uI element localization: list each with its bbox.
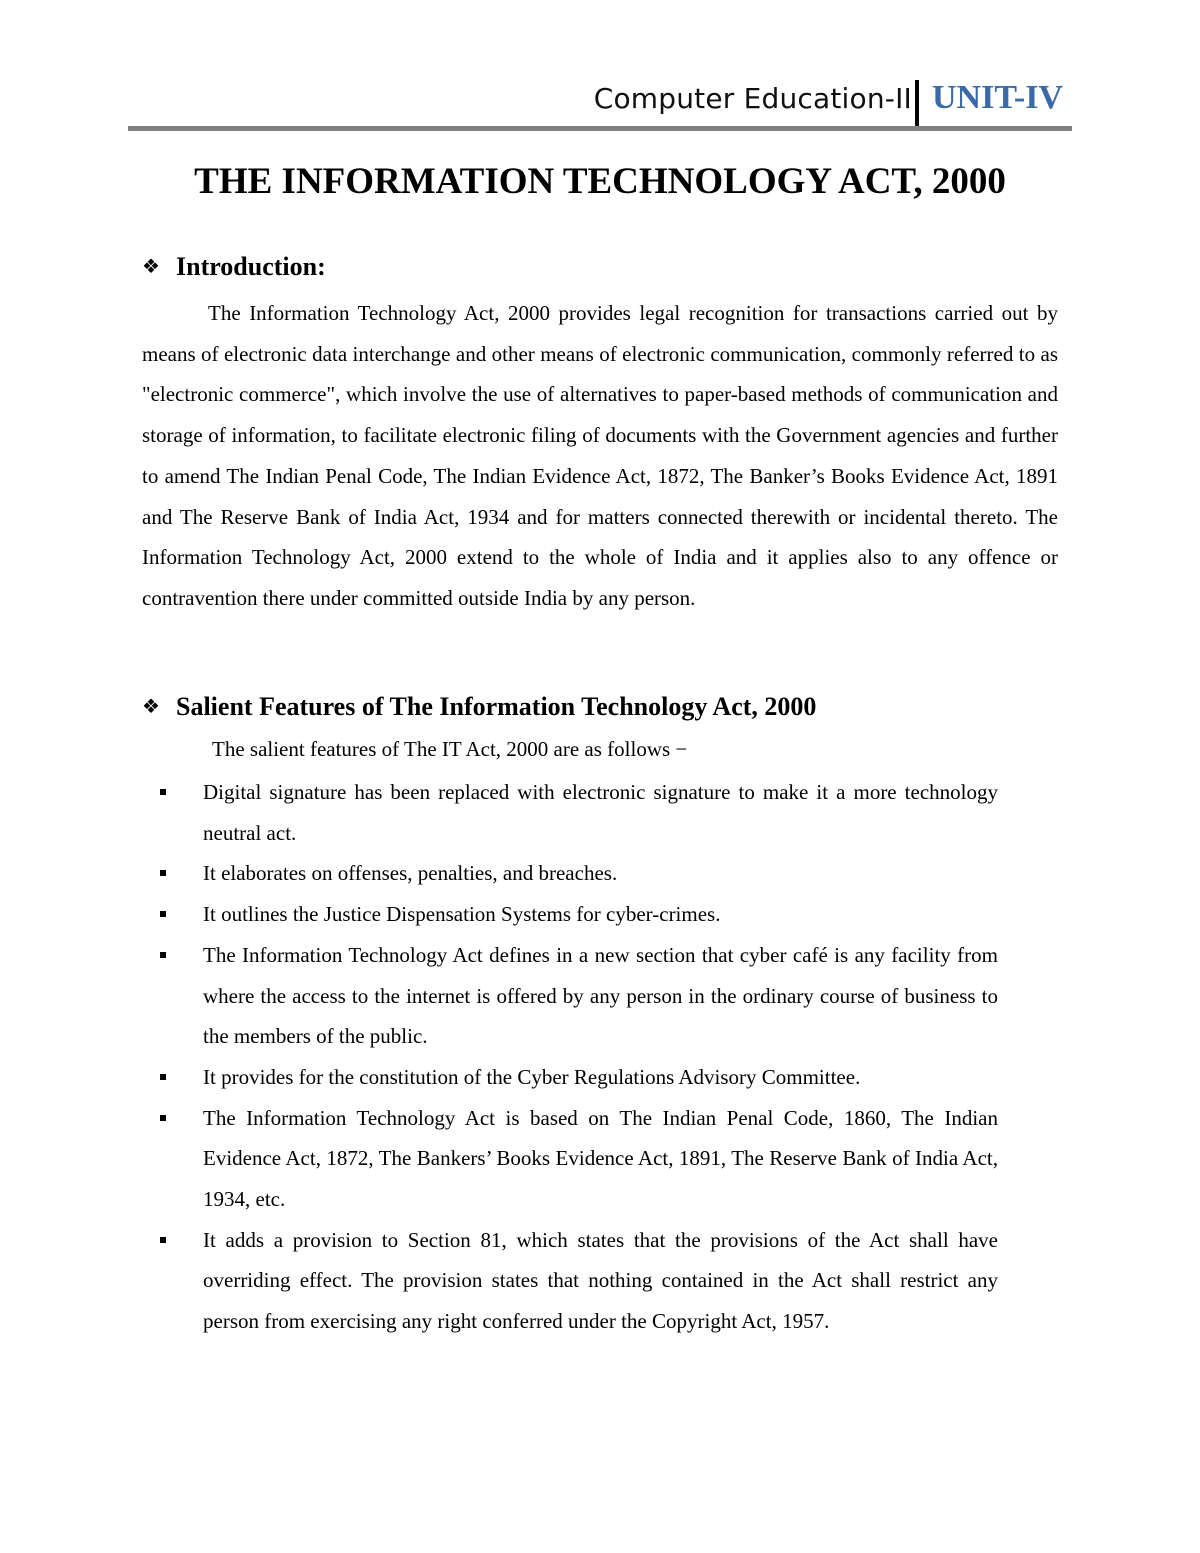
list-item	[160, 1220, 998, 1342]
square-bullet-icon	[160, 952, 166, 958]
list-item	[160, 1057, 998, 1098]
intro-heading	[142, 252, 326, 282]
document-title: THE INFORMATION TECHNOLOGY ACT, 2000	[194, 161, 1006, 202]
list-item	[160, 894, 998, 935]
intro-heading-text: Introduction:	[176, 252, 326, 281]
square-bullet-icon	[160, 789, 166, 795]
list-item-text: It outlines the Justice Dispensation Systems for cyber-crimes.	[203, 902, 721, 927]
list-item-text: It elaborates on offenses, penalties, and breaches.	[203, 861, 618, 886]
list-item	[160, 772, 998, 853]
features-heading-text: Salient Features of The Information Technology Act, 2000	[176, 692, 817, 721]
list-item	[160, 853, 998, 894]
page-header	[130, 78, 1072, 128]
features-list	[160, 772, 998, 1342]
square-bullet-icon	[160, 1115, 166, 1121]
square-bullet-icon	[160, 1074, 166, 1080]
list-item-text: The Information Technology Act defines in a new section that cyber café is any facility from where the access to the internet is offered by any person in the ordinary course of business to the members of the public.	[203, 942, 998, 1049]
header-rule	[128, 126, 1072, 131]
diamond-ornament-icon: ❖	[142, 694, 160, 718]
unit-label: UNIT-IV	[932, 79, 1064, 116]
list-item	[160, 1098, 998, 1220]
features-heading	[142, 692, 816, 722]
list-item-text: It provides for the constitution of the Cyber Regulations Advisory Committee.	[203, 1064, 861, 1089]
list-item-text: It adds a provision to Section 81, which states that the provisions of the Act shall have overriding effect. The provision states that nothing contained in the Act shall restrict any person from exercising any right conferred under the Copyright Act, 1957.	[203, 1227, 998, 1334]
list-item-text: The Information Technology Act is based on The Indian Penal Code, 1860, The Indian Evidence Act, 1872, The Bankers’ Books Evidence Act, 1891, The Reserve Bank of India Act, 1934, etc.	[203, 1105, 998, 1212]
list-item-text: Digital signature has been replaced with electronic signature to make it a more technology neutral act.	[203, 780, 998, 845]
intro-paragraph	[142, 293, 1058, 619]
list-item	[160, 935, 998, 1057]
square-bullet-icon	[160, 870, 166, 876]
intro-text: The Information Technology Act, 2000 provides legal recognition for transactions carried out by means of electronic data interchange and other means of electronic communication, commonly referred to as "electronic commerce", which involve the use of alternatives to paper-based methods of communication and storage of information, to facilitate electronic filing of documents with the Government agencies and further to amend The Indian Penal Code, The Indian Evidence Act, 1872, The Banker’s Books Evidence Act, 1891 and The Reserve Bank of India Act, 1934 and for matters connected therewith or incidental thereto. The Information Technology Act, 2000 extend to the whole of India and it applies also to any offence or contravention there under committed outside India by any person.	[142, 301, 1058, 610]
diamond-ornament-icon: ❖	[142, 254, 160, 278]
features-lead: The salient features of The IT Act, 2000 are as follows −	[212, 737, 688, 761]
header-separator	[915, 80, 919, 126]
course-title: Computer Education-II	[593, 82, 912, 115]
square-bullet-icon	[160, 1237, 166, 1243]
square-bullet-icon	[160, 911, 166, 917]
